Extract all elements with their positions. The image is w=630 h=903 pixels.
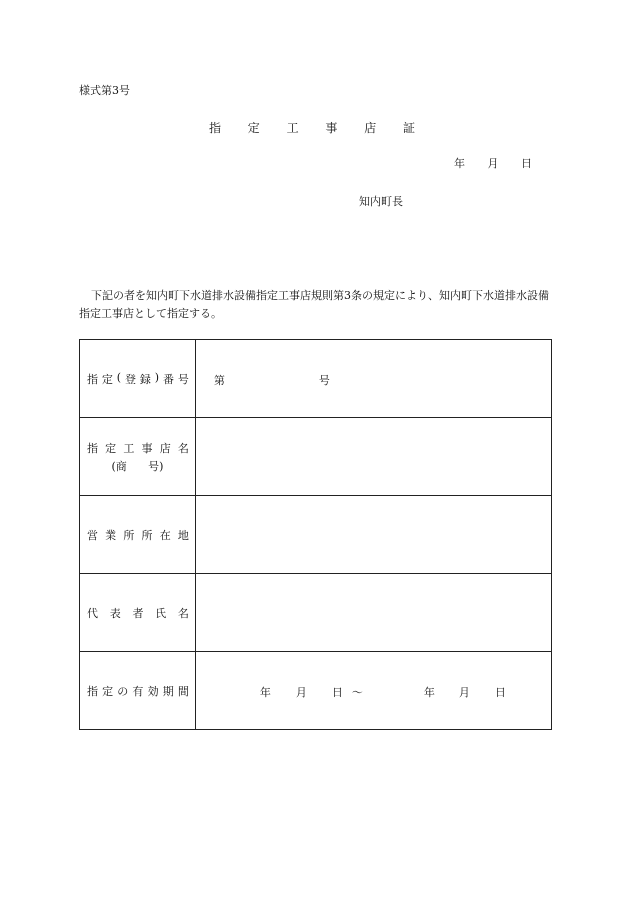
title-char: 指 bbox=[209, 121, 222, 135]
end-month: 月 bbox=[458, 686, 470, 699]
number-suffix: 号 bbox=[318, 374, 330, 387]
end-year: 年 bbox=[423, 686, 435, 699]
start-year: 年 bbox=[259, 686, 271, 699]
issuer-name: 知内町長 bbox=[359, 195, 403, 208]
info-table bbox=[79, 339, 552, 730]
title-char: 工 bbox=[286, 121, 299, 135]
row-label: 代 表 者 氏 名 bbox=[80, 574, 196, 652]
row-label: 指 定 の 有 効 期 間 bbox=[80, 652, 196, 730]
number-prefix: 第 bbox=[213, 374, 225, 387]
contractor-name-field bbox=[195, 418, 551, 496]
period-separator: 〜 bbox=[351, 686, 363, 699]
table-row-validity-period bbox=[80, 652, 552, 730]
title-char: 事 bbox=[325, 121, 338, 135]
validity-period-field bbox=[195, 652, 551, 730]
row-label: 指 定 ( 登 録 ) 番 号 bbox=[80, 340, 196, 418]
issue-date bbox=[454, 155, 532, 171]
table-row-registration-number bbox=[80, 340, 552, 418]
date-year: 年 bbox=[454, 157, 465, 170]
registration-number-field bbox=[195, 340, 551, 418]
title-char: 証 bbox=[402, 121, 415, 135]
end-day: 日 bbox=[494, 686, 506, 699]
row-label: 指 定 工 事 店 名 (商 号) bbox=[80, 418, 196, 496]
document-title bbox=[209, 119, 415, 136]
start-month: 月 bbox=[295, 686, 307, 699]
body-paragraph: 下記の者を知内町下水道排水設備指定工事店規則第3条の規定により、知内町下水道排水設備指定工事店として指定する。 bbox=[79, 289, 549, 320]
form-number: 様式第3号 bbox=[79, 84, 130, 97]
title-char: 定 bbox=[247, 121, 260, 135]
date-day: 日 bbox=[521, 157, 532, 170]
table-row-contractor-name bbox=[80, 418, 552, 496]
table-row-representative bbox=[80, 574, 552, 652]
date-month: 月 bbox=[487, 157, 499, 170]
start-day: 日 bbox=[331, 686, 343, 699]
representative-name-field bbox=[195, 574, 551, 652]
title-char: 店 bbox=[364, 121, 377, 135]
table-row-office-address bbox=[80, 496, 552, 574]
row-label: 営 業 所 所 在 地 bbox=[80, 496, 196, 574]
office-address-field bbox=[195, 496, 551, 574]
